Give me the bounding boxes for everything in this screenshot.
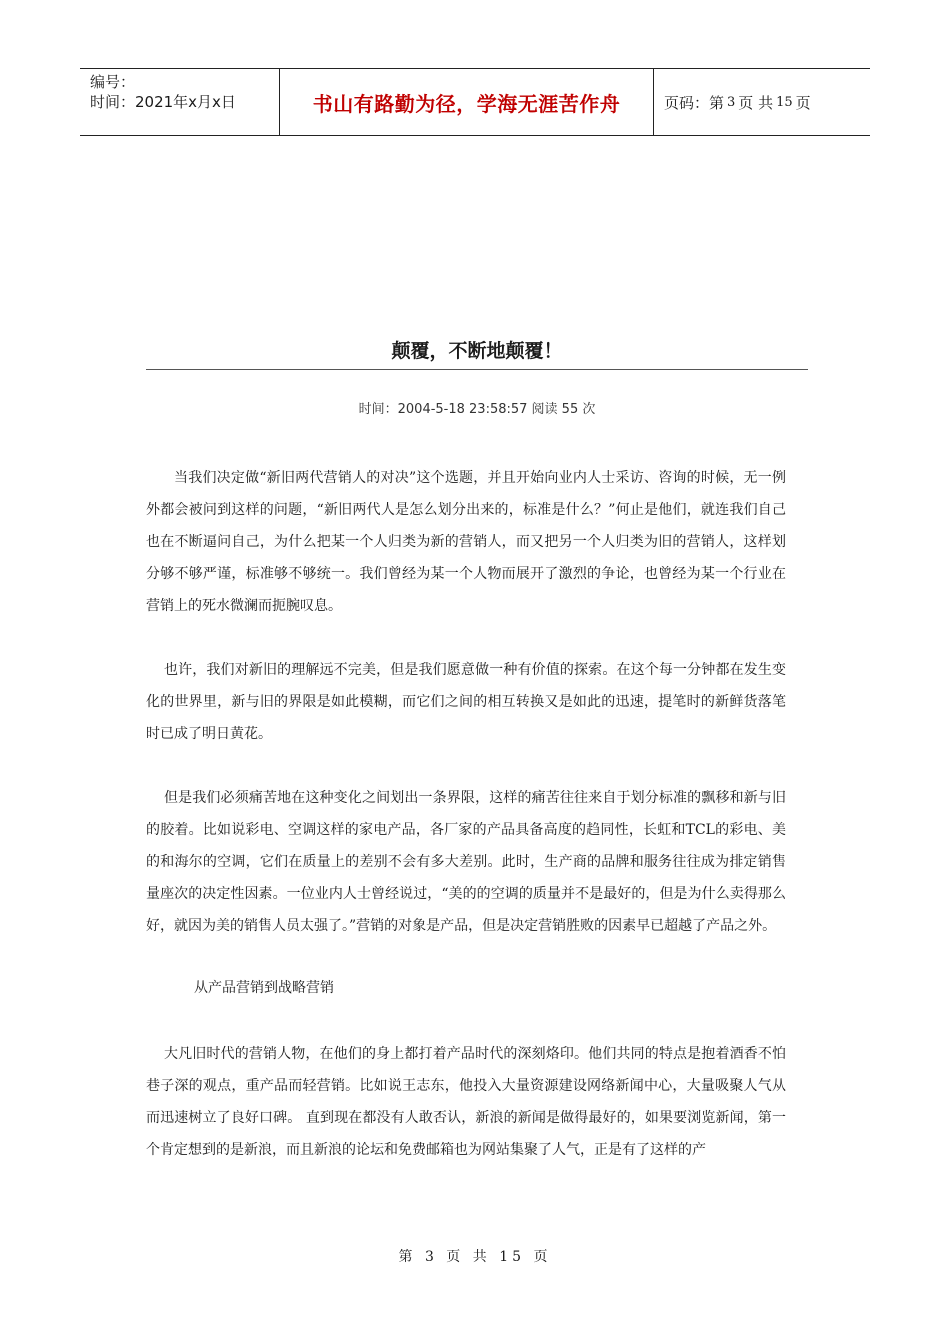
page-current: 3: [727, 94, 736, 110]
page-footer: 第 3 页 共 15 页: [398, 1249, 552, 1265]
paragraph: 当我们决定做“新旧两代营销人的对决”这个选题，并且开始向业内人士采访、咨询的时候，无一例外都会被问到这样的问题，“新旧两代人是怎么划分出来的，标准是什么？”何止是他们，就连我们自己也在不断逼问自己，为什么把某一个人归类为新的营销人，而又把另一个人归类为旧的营销人，这样划分够不够严谨，标准够不够统一。我们曾经为某一个人物而展开了激烈的争论，也曾经为某一个行业在营销上的死水微澜而扼腕叹息。: [146, 470, 786, 614]
page-suffix: 页: [795, 93, 811, 112]
page-header: [80, 68, 870, 136]
page-mid: 页 共: [738, 93, 774, 112]
article-meta: 时间：2004-5-18 23:58:57 阅读 55 次: [358, 402, 596, 417]
paragraph: 大凡旧时代的营销人物，在他们的身上都打着产品时代的深刻烙印。他们共同的特点是抱着酒香不怕巷子深的观点，重产品而轻营销。比如说王志东，他投入大量资源建设网络新闻中心，大量吸聚人气从而迅速树立了良好口碑。 直到现在都没有人敢否认，新浪的新闻是做得最好的，如果要浏览新闻，第一个肯定想到的是新浪，而且新浪的论坛和免费邮箱也为网站集聚了人气，正是有了这样的产: [146, 1046, 786, 1158]
section-subheading: 从产品营销到战略营销: [194, 980, 334, 996]
page-prefix: 页码：第: [664, 93, 725, 112]
paragraph: 但是我们必须痛苦地在这种变化之间划出一条界限，这样的痛苦往往来自于划分标准的飘移和新与旧的胶着。比如说彩电、空调这样的家电产品，各厂家的产品具备高度的趋同性，长虹和TCL的彩电、美的和海尔的空调，它们在质量上的差别不会有多大差别。此时，生产商的品牌和服务往往成为排定销售量座次的决定性因素。一位业内人士曾经说过，“美的的空调的质量并不是最好的，但是为什么卖得那么好，就因为美的销售人员太强了。”营销的对象是产品，但是决定营销胜败的因素早已超越了产品之外。: [146, 790, 786, 934]
article-body: [146, 462, 786, 1166]
paragraph: 也许，我们对新旧的理解远不完美，但是我们愿意做一种有价值的探索。在这个每一分钟都在发生变化的世界里，新与旧的界限是如此模糊，而它们之间的相互转换又是如此的迅速，提笔时的新鲜货落笔时已成了明日黄花。: [146, 662, 786, 742]
number-label: 编号：: [90, 73, 136, 91]
page-total: 15: [776, 94, 793, 110]
header-info: [80, 69, 280, 135]
header-motto-cell: [280, 69, 654, 135]
time-label: 时间：2021年x月x日: [90, 93, 236, 111]
page-indicator: [654, 69, 870, 135]
article-title: 颠覆，不断地颠覆！: [146, 336, 808, 370]
motto: 书山有路勤为径，学海无涯苦作舟: [312, 91, 621, 116]
